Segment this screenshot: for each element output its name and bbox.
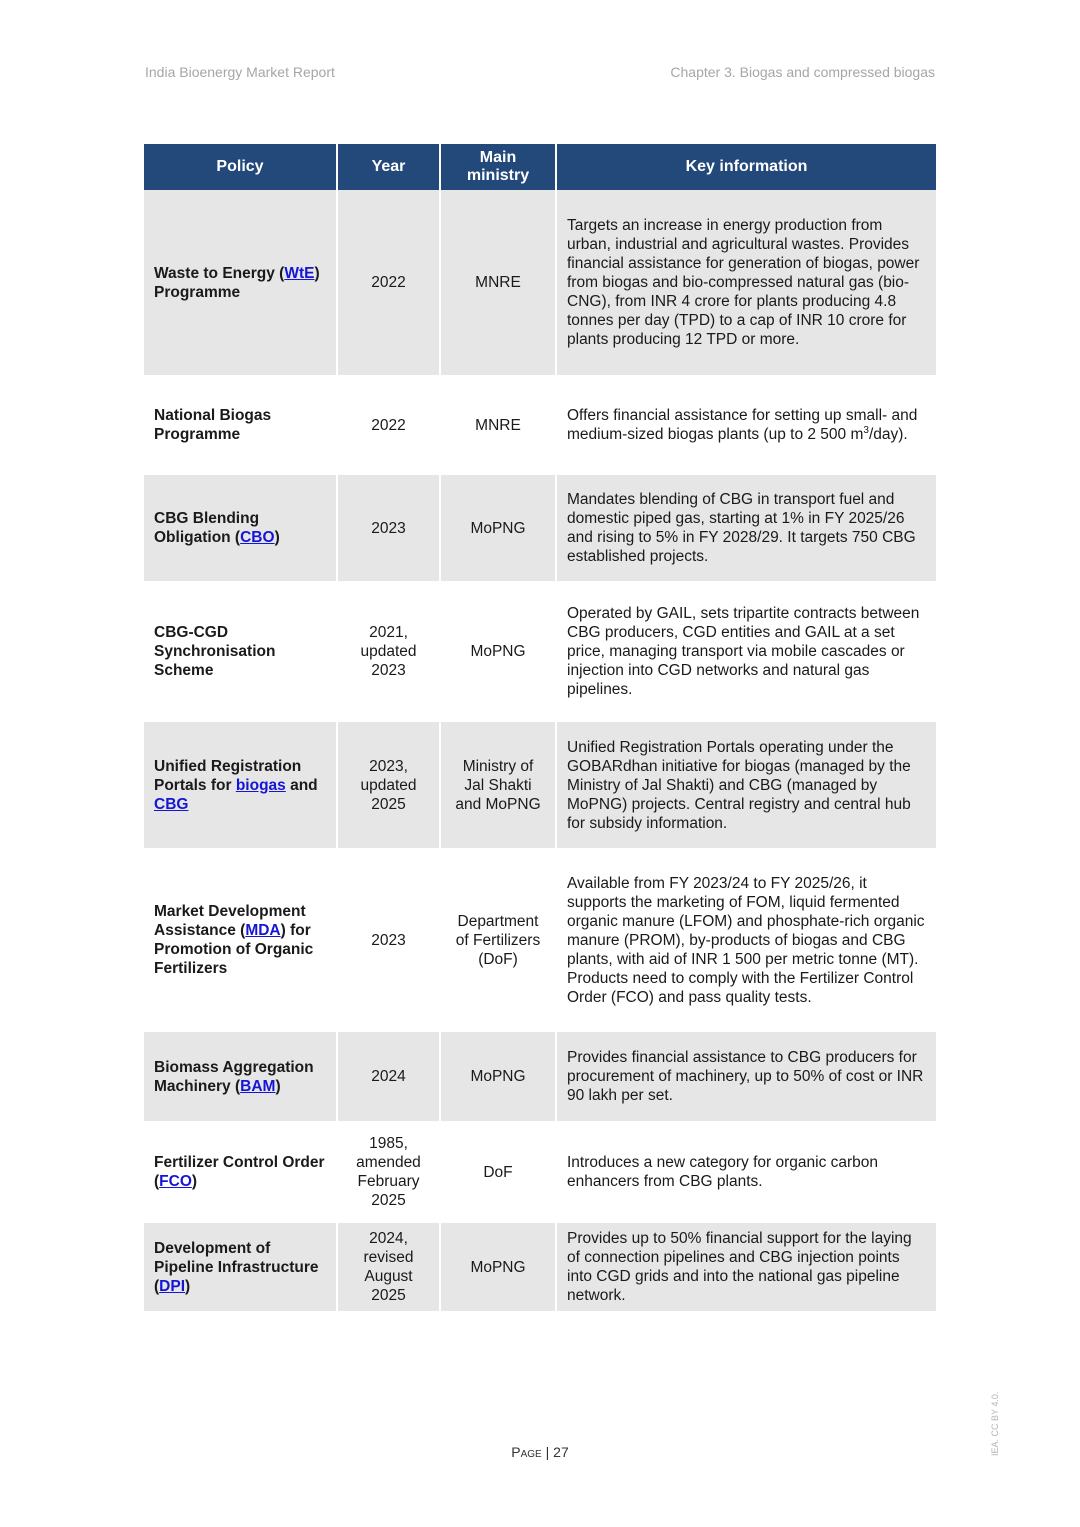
- policy-table: [144, 144, 936, 1311]
- page-label: Page: [511, 1444, 542, 1460]
- policy-info: Targets an increase in energy production from urban, industrial and agricultural wastes. Provides financial assistance for generation of biogas, power from biogas and bio-compressed natural gas (bio-CNG), from INR 4 crore for plants producing 4.8 tonnes per day (TPD) to a cap of INR 10 crore for plants producing 12 TPD or more.: [556, 190, 936, 375]
- policy-ministry: MNRE: [440, 190, 556, 375]
- table-row: [144, 190, 936, 375]
- table-row: [144, 848, 936, 1032]
- policy-ministry: Ministry of Jal Shakti and MoPNG: [440, 722, 556, 848]
- policy-name: Biomass Aggregation Machinery (BAM): [144, 1032, 337, 1121]
- policy-info: Available from FY 2023/24 to FY 2025/26, it supports the marketing of FOM, liquid fermented organic manure (LFOM) and phosphate-rich organic manure (PROM), by-products of biogas and CBG plants, with aid of INR 1 500 per metric tonne (MT). Products need to comply with the Fertilizer Control Order (FCO) and pass quality tests.: [567, 874, 925, 1006]
- policy-year: 2023: [337, 848, 440, 1032]
- policy-info: Unified Registration Portals operating under the GOBARdhan initiative for biogas (managed by the Ministry of Jal Shakti) and CBG (managed by MoPNG) projects. Central registry and central hub for subsidy information.: [556, 722, 936, 848]
- report-title: India Bioenergy Market Report: [145, 64, 335, 80]
- policy-info: Mandates blending of CBG in transport fuel and domestic piped gas, starting at 1% in FY 2025/26 and rising to 5% in FY 2028/29. It targets 750 CBG established projects.: [556, 475, 936, 581]
- policy-name: CBG-CGD Synchronisation Scheme: [144, 581, 337, 722]
- policy-link-cbg[interactable]: CBG: [154, 795, 189, 813]
- policy-link-wte[interactable]: WtE: [284, 264, 315, 282]
- page-separator: |: [541, 1444, 554, 1460]
- policy-link-cbo[interactable]: CBO: [240, 529, 275, 546]
- policy-ministry: MoPNG: [440, 475, 556, 581]
- table-row: [144, 722, 936, 848]
- policy-year: 2023: [337, 475, 440, 581]
- policy-name: National Biogas Programme: [144, 375, 337, 475]
- policy-year: 2023, updated 2025: [337, 722, 440, 848]
- policy-info: Provides financial assistance to CBG producers for procurement of machinery, up to 50% of cost or INR 90 lakh per set.: [556, 1032, 936, 1121]
- table-row: [144, 1121, 936, 1223]
- policy-year: 1985, amended February 2025: [337, 1121, 440, 1223]
- column-header-year: Year: [337, 144, 440, 190]
- license-watermark: IEA. CC BY 4.0.: [990, 1391, 1000, 1456]
- column-header-ministry: Main ministry: [440, 144, 556, 190]
- page-number: 27: [553, 1444, 569, 1460]
- policy-link-mda[interactable]: MDA: [245, 922, 281, 939]
- policy-ministry: Department of Fertilizers (DoF): [440, 848, 556, 1032]
- table-header-row: [144, 144, 936, 190]
- table-row: [144, 1223, 936, 1311]
- column-header-key-information: Key information: [556, 144, 936, 190]
- policy-link-fco[interactable]: FCO: [159, 1173, 192, 1190]
- table-row: [144, 1032, 936, 1121]
- policy-info: Introduces a new category for organic carbon enhancers from CBG plants.: [567, 1154, 879, 1190]
- chapter-title: Chapter 3. Biogas and compressed biogas: [670, 64, 935, 80]
- policy-year: 2022: [337, 190, 440, 375]
- policy-ministry: MoPNG: [440, 1223, 556, 1311]
- policy-name: Development of Pipeline Infrastructure (DPI): [144, 1223, 337, 1311]
- policy-name: Unified Registration Portals for biogas and CBG: [144, 722, 337, 848]
- policy-name: CBG Blending Obligation (CBO): [144, 475, 337, 581]
- policy-ministry: DoF: [440, 1121, 556, 1223]
- policy-link-bam[interactable]: BAM: [240, 1077, 276, 1095]
- column-header-policy: Policy: [144, 144, 337, 190]
- policy-name: Market Development Assistance (MDA) for Promotion of Organic Fertilizers: [144, 848, 337, 1032]
- policy-ministry: MoPNG: [440, 581, 556, 722]
- policy-ministry: MoPNG: [440, 1032, 556, 1121]
- policy-year: 2022: [337, 375, 440, 475]
- policy-name: Waste to Energy (WtE) Programme: [144, 190, 337, 375]
- table-row: [144, 375, 936, 475]
- policy-ministry: MNRE: [440, 375, 556, 475]
- policy-name: Fertilizer Control Order (FCO): [144, 1121, 337, 1223]
- policy-link-biogas[interactable]: biogas: [235, 776, 286, 794]
- policy-link-dpi[interactable]: DPI: [159, 1277, 186, 1295]
- table-row: [144, 475, 936, 581]
- table-row: [144, 581, 936, 722]
- policy-year: 2024, revised August 2025: [337, 1223, 440, 1311]
- policy-info: Provides up to 50% financial support for the laying of connection pipelines and CBG injection points into CGD grids and into the national gas pipeline network.: [556, 1223, 936, 1311]
- policy-year: 2024: [337, 1032, 440, 1121]
- policy-info: Offers financial assistance for setting up small- and medium-sized biogas plants (up to 2 500 $m^3/day$).: [567, 407, 918, 443]
- policy-year: 2021, updated 2023: [337, 581, 440, 722]
- page-footer: [0, 1444, 1080, 1460]
- policy-info: Operated by GAIL, sets tripartite contracts between CBG producers, CGD entities and GAIL at a set price, managing transport via mobile cascades or injection into CGD networks and natural gas pipelines.: [567, 605, 920, 698]
